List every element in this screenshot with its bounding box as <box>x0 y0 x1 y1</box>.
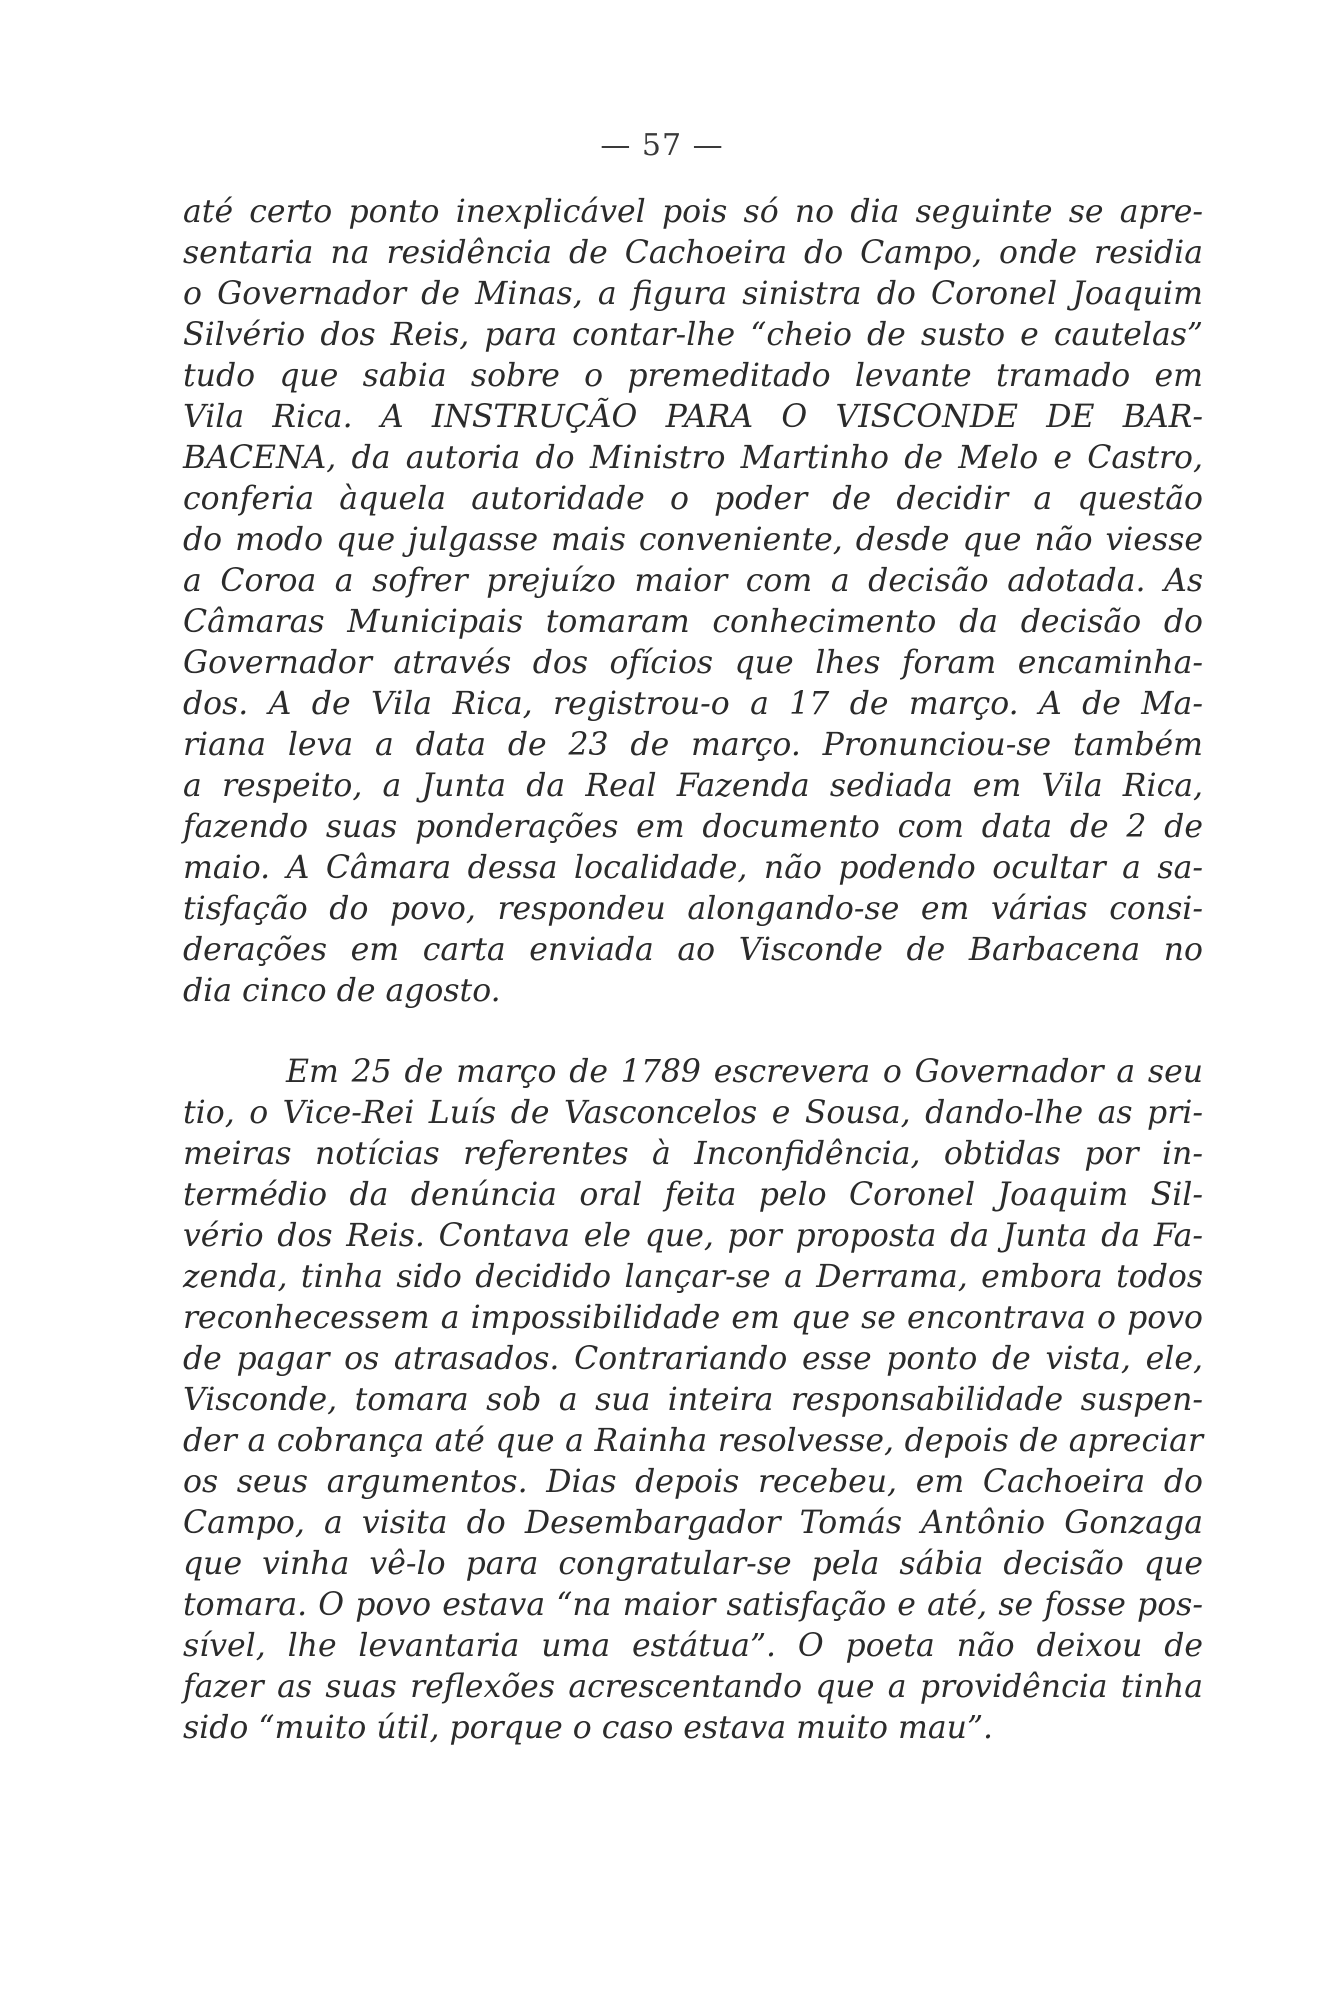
text-line: Vila Rica. A INSTRUÇÃO PARA O VISCONDE DE BAR- <box>183 399 1203 435</box>
text-line: do modo que julgasse mais conveniente, desde que não viesse <box>183 522 1203 558</box>
text-line: der a cobrança até que a Rainha resolvesse, depois de apreciar <box>183 1423 1203 1459</box>
text-line: de pagar os atrasados. Contrariando esse ponto de vista, ele, <box>183 1341 1203 1377</box>
text-line: tomara. O povo estava “na maior satisfação e até, se fosse pos- <box>183 1587 1203 1623</box>
text-line: que vinha vê-lo para congratular-se pela sábia decisão que <box>183 1546 1203 1582</box>
text-line: vério dos Reis. Contava ele que, por proposta da Junta da Fa- <box>183 1218 1203 1254</box>
text-line: riana leva a data de 23 de março. Pronunciou-se também <box>183 727 1203 763</box>
text-line: meiras notícias referentes à Inconfidência, obtidas por in- <box>183 1136 1203 1172</box>
text-line: Câmaras Municipais tomaram conhecimento da decisão do <box>183 604 1203 640</box>
paragraph <box>183 192 1203 1012</box>
text-line: a Coroa a sofrer prejuízo maior com a decisão adotada. As <box>183 563 1203 599</box>
text-line: BACENA, da autoria do Ministro Martinho de Melo e Castro, <box>183 440 1203 476</box>
text-line: até certo ponto inexplicável pois só no dia seguinte se apre- <box>183 194 1203 230</box>
text-line: derações em carta enviada ao Visconde de Barbacena no <box>183 932 1203 968</box>
text-line: tudo que sabia sobre o premeditado levante tramado em <box>183 358 1203 394</box>
body-text <box>183 192 1203 1749</box>
text-line: tio, o Vice-Rei Luís de Vasconcelos e Sousa, dando-lhe as pri- <box>183 1095 1203 1131</box>
text-line: sido “muito útil, porque o caso estava muito mau”. <box>183 1710 994 1746</box>
text-line: Silvério dos Reis, para contar-lhe “cheio de susto e cautelas” <box>183 317 1203 353</box>
text-line: sível, lhe levantaria uma estátua”. O poeta não deixou de <box>183 1628 1203 1664</box>
text-line: dos. A de Vila Rica, registrou-o a 17 de março. A de Ma- <box>183 686 1203 722</box>
text-line: sentaria na residência de Cachoeira do Campo, onde residia <box>183 235 1203 271</box>
text-line: conferia àquela autoridade o poder de decidir a questão <box>183 481 1203 517</box>
text-line: Visconde, tomara sob a sua inteira responsabilidade suspen- <box>183 1382 1203 1418</box>
text-line: tisfação do povo, respondeu alongando-se em várias consi- <box>183 891 1203 927</box>
text-line: reconhecessem a impossibilidade em que se encontrava o povo <box>183 1300 1203 1336</box>
text-line: termédio da denúncia oral feita pelo Coronel Joaquim Sil- <box>183 1177 1203 1213</box>
paragraph-gap <box>183 1012 1203 1052</box>
text-line: o Governador de Minas, a figura sinistra do Coronel Joaquim <box>183 276 1203 312</box>
text-line: fazer as suas reflexões acrescentando que a providência tinha <box>183 1669 1203 1705</box>
text-line: zenda, tinha sido decidido lançar-se a Derrama, embora todos <box>183 1259 1203 1295</box>
paragraph <box>183 1052 1203 1749</box>
text-line: Em 25 de março de 1789 escrevera o Governador a seu <box>286 1054 1203 1090</box>
text-line: fazendo suas ponderações em documento com data de 2 de <box>183 809 1203 845</box>
text-line: Campo, a visita do Desembargador Tomás Antônio Gonzaga <box>183 1505 1203 1541</box>
text-line: maio. A Câmara dessa localidade, não podendo ocultar a sa- <box>183 850 1203 886</box>
page-number: — 57 — <box>600 128 724 163</box>
text-line: os seus argumentos. Dias depois recebeu, em Cachoeira do <box>183 1464 1203 1500</box>
text-line: a respeito, a Junta da Real Fazenda sediada em Vila Rica, <box>183 768 1203 804</box>
text-line: Governador através dos ofícios que lhes foram encaminha- <box>183 645 1203 681</box>
text-line: dia cinco de agosto. <box>183 973 501 1009</box>
